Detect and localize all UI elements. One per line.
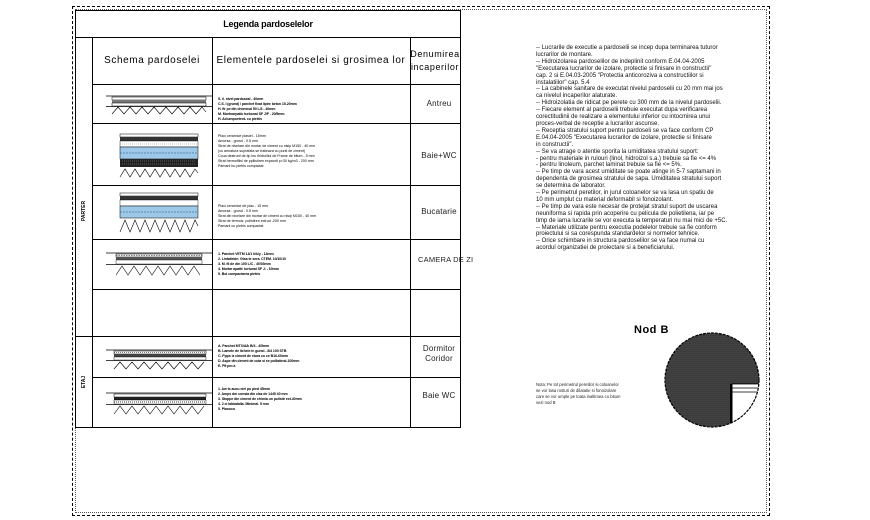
node-footnote [536, 382, 640, 406]
note-line: -- La cabinele sanitare de executat nivelul pardoselii cu 20 mm mai jos [536, 86, 723, 93]
layer-text: A. Parchet MTX/A/k B/4 - 4/5mm [218, 344, 270, 348]
layer-text: Pamant cu pietris compactat [218, 224, 264, 228]
note-line: acordul organizatiei de proiectare si a beneficiarului. [536, 245, 675, 252]
layer-text: Strat hermofilisl de ppllistiren expandt p>30 kg/m3 - 200 mm [218, 159, 314, 163]
note-line: proces-verbal de receptie a lucrarilor ascunse. [536, 120, 660, 127]
header-room: Denumirea incaperilor [410, 37, 460, 85]
note-line: timp de iarna lucrarile se vor executa la temperaturi nu mai mici de +5C. [536, 217, 728, 224]
room-name: Antreu [426, 99, 452, 108]
node-b-label: Nod B [634, 324, 669, 336]
floor-layer-list [218, 344, 416, 369]
layer-text: H. Aclumpoetent- cu pietris [218, 117, 262, 121]
note-line: -- Se va atrage o atentie sporita la umiditatea stratului suport: [536, 148, 699, 155]
side-label-ground-floor: PARTER [81, 200, 87, 221]
header-elements: Elementele pardoselei si grosimea lor [212, 37, 410, 85]
note-line: -- Materiale utilizate pentru executia podelelor trebuie sa fie conform [536, 224, 717, 231]
floor-layer-list [218, 252, 416, 277]
layer-text: Amorsa - grund - 0.5 mm [218, 209, 258, 213]
floor-section-schema [106, 132, 212, 178]
footnote-line: Nota: Pe tot perimetrul peretilor si coloanelor [536, 382, 619, 387]
note-line: - pentru materiale in rulouri (linol, hidroizol s.a.) trebuie sa fie <= 4% [536, 155, 717, 162]
floor-section-schema [106, 191, 212, 233]
layer-text: H. fir pe din chemical 50 L/3 - 40mm [218, 107, 276, 111]
layer-text: 4. Mortar apatit: tortunal SF J: - 60mm [218, 267, 279, 271]
note-line: -- Hidroizolarea pardoselilor de indeplinit conform E.04.04-2005 [536, 58, 705, 65]
layer-text: Pamant bu pietris compactat [218, 164, 264, 168]
note-line: ca nivelul incaperilor alaturate. [536, 93, 618, 100]
layer-text: 5. Boi compactarea pietris [218, 272, 261, 276]
layer-text: M. Mortoarpatic turbonal SF J/F - 20/5mm [218, 112, 285, 116]
layer-text: Placi ceramice de plac - 15 mm [218, 204, 269, 208]
room-name: Baie WC [422, 391, 456, 400]
layer-text: Strat din nivelare din mortar de ciment cu nisip M150 - 40 mm [218, 214, 317, 218]
note-line: -- Receptia stratului suport pentru pardoseli se va face conform CP [536, 127, 714, 134]
floor-layer-list [218, 204, 416, 229]
layer-text: C.S. I (grund) / parchet fixat lipire beton 15-20mm [218, 102, 297, 106]
note-line: -- Fiecare element al pardoselii trebuie executat dupa verificarea [536, 107, 708, 114]
room-name: Bucatarie [421, 207, 457, 216]
table-title: Legenda pardoselelor [76, 11, 460, 38]
layer-text: 1. Aw ts aucu ciel pu pied 45mm [218, 387, 270, 391]
note-line: -- Hidroizolatia de ridicat pe perete cu 300 mm de la nivelul pardoselii. [536, 100, 722, 107]
room-name: CAMERA DE ZI [418, 255, 474, 264]
note-line: - pentru linoleum, parchet laminat trebuie sa fie <= 5%. [536, 162, 682, 169]
layer-text: Strat de nivelare din mortar de ciment cu nisip M150 - 40 mm [218, 144, 316, 148]
note-line: lucrarilor de montare. [536, 51, 593, 58]
footnote-line: care se vor umple pe toata inaltimea cu bitum [536, 394, 621, 399]
layer-text: D. Aspe din ciment de cuta si se pollistinst-100mm [218, 359, 300, 363]
room-name: Baie+WC [421, 151, 457, 160]
node-b-detail-drawing [662, 330, 762, 430]
layer-text: C. Ppps iz ciment de ctura cu ce B16-60mm [218, 354, 288, 358]
layer-text: 4. 2 ci labiadalla. Minimal. 5 mm [218, 402, 269, 406]
layer-text: Amorsa - grund - 0.5 mm [218, 139, 258, 143]
layer-text: E. Plt pm a [218, 364, 236, 368]
layer-text: 2. Lintatiride: Gtsa te sera. CTEM. 10/10/10 [218, 257, 286, 261]
table-row [92, 377, 460, 427]
floor-layer-list [218, 97, 416, 122]
note-line: dependenta de grosimea stratului de sapa. Umiditatea stratului suport [536, 176, 722, 183]
floor-layer-list [218, 387, 416, 412]
layer-text: B. Lamele de lichele in gunst - 8/4 100 STB [218, 349, 287, 353]
room-name: Dormitor Coridor [422, 344, 456, 363]
floor-section-schema [106, 251, 212, 277]
layer-text: 1. Parchet VETM 14/1 h/k/y - 14mm [218, 252, 274, 256]
floor-section-schema [106, 95, 212, 115]
note-line: -- Orice schimbare in structura pardoselilor se va face numai cu [536, 238, 705, 245]
note-line: E.04.04-2005 "Executarea lucrarilor de izolare, protectie si finisare [536, 134, 712, 141]
note-line: instalatiilor" cap. 5.4 [536, 79, 590, 86]
note-line: se determina de laborator. [536, 183, 606, 190]
floor-legend-table [75, 10, 474, 428]
layer-text: 3. M. fil de din 100 L/C - 40/03mm [218, 262, 271, 266]
note-line: in constructii". [536, 141, 574, 148]
note-line: neuniforma si rapida prin acoperire cu pelicula de polietilena, iar pe [536, 210, 715, 217]
floor-section-schema [106, 348, 212, 370]
footnote-line: vezi nod B [536, 400, 556, 405]
floor-section-schema [106, 391, 212, 415]
layer-text: 3. Stoppe din ciment de chimia un polistir ext-40mm [218, 397, 302, 401]
footnote-line: se vor lasa rosturi de dilatatie si fonoizolare [536, 388, 617, 393]
table-row [92, 85, 460, 123]
note-line: 10 mm umplut cu material deformabil si fonoizolant. [536, 196, 674, 203]
floor-layer-list [218, 134, 416, 169]
table-row [92, 239, 474, 289]
layer-text: Coua destrunt de tip los rhidroilloi de Frame de bitum - 5 mm [218, 154, 315, 158]
note-line: -- Pe timp de vara acest umiditate se poate atinge in 5-7 saptamani in [536, 169, 721, 176]
layer-text: S. il. nivel pardoseal - 40mm [218, 97, 264, 101]
table-row-empty [92, 289, 460, 336]
header-schema: Schema pardoselei [92, 37, 212, 85]
table-row [92, 336, 460, 377]
layer-text: (cu armatura suprafata se traileaza cu punti de ciment) [218, 149, 306, 153]
note-line: -- Pe timp de vara este necesar de protejat stratul suport de uscarea [536, 203, 718, 210]
table-row [92, 185, 460, 239]
note-line: corectitudinii de realizare a elementului inferior cu intocmirea unui [536, 114, 711, 121]
general-notes [536, 45, 770, 252]
note-line: -- Lucrarile de executie a pardoselii se incep dupa terminarea tuturor [536, 45, 718, 51]
table-row [92, 123, 460, 185]
layer-text: Placi ceramice plasiei - 15mm [218, 134, 266, 138]
note-line: -- Pe perimetrul peretilor, in jurul coloanelor se va lasa un spatiu de [536, 190, 714, 197]
layer-text: 2. Amps dm consta din claz de 1445 40 mm [218, 392, 288, 396]
layer-text: 5. Planuco [218, 407, 235, 411]
note-line: proiectului si sa corespunda standardelor si normelor tehnice. [536, 231, 700, 238]
note-line: "Executarea lucrarilor de izolare, protectie si finisare in constructii" [536, 65, 712, 72]
note-line: cap. 2 si E.04.03-2005 "Protectia anticoroziva a constructiilor si [536, 72, 704, 79]
side-label-upper-floor: ETAJ [80, 375, 87, 388]
layer-text: Strat de termoiz. polistiren extrud -200 mm [218, 219, 286, 223]
